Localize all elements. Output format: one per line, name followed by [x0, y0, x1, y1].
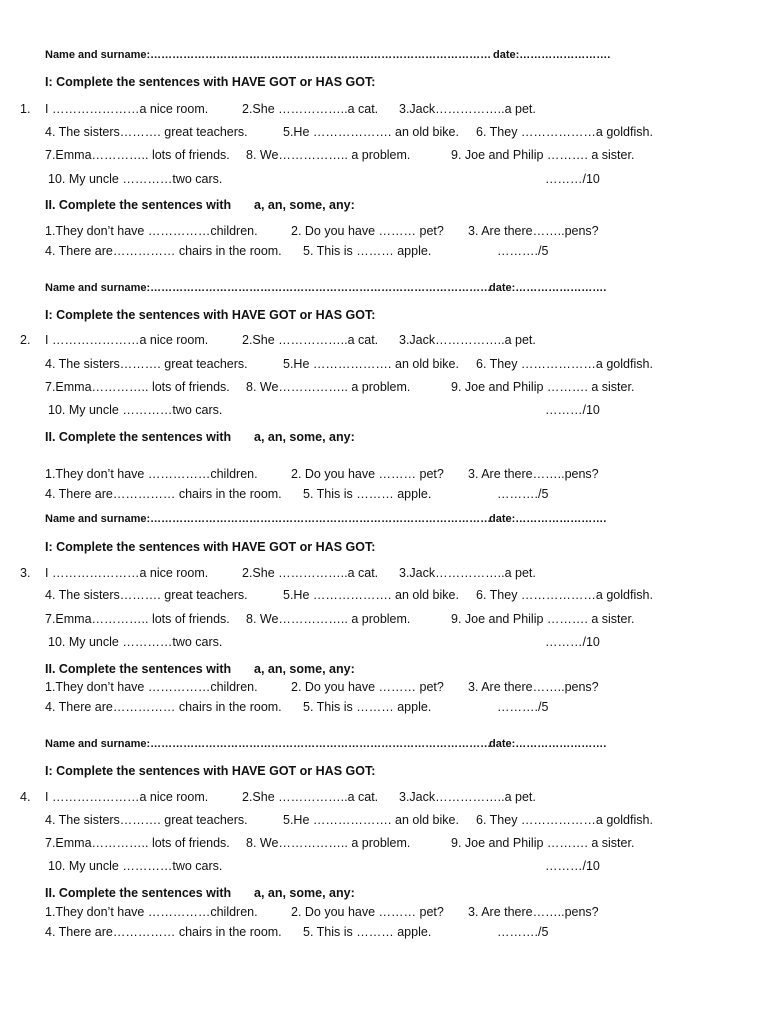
- exercise-item: 2.She ……………..a cat.: [242, 566, 379, 580]
- exercise-item: 6. They ………………a goldfish.: [476, 813, 653, 827]
- exercise-item: an old bike.: [395, 813, 459, 827]
- exercise-item: 4. The sisters………. great teachers.: [45, 125, 248, 139]
- exercise-item: 2.She ……………..a cat.: [242, 333, 379, 347]
- section-1-title: I: Complete the sentences with HAVE GOT or HAS GOT:: [45, 308, 376, 322]
- score-field: ………/10: [545, 859, 600, 873]
- exercise-item: 2.She ……………..a cat.: [242, 790, 379, 804]
- exercise-item: 7.Emma………….. lots of friends.: [45, 836, 230, 850]
- exercise-item: 5.He ……………….: [283, 588, 392, 602]
- exercise-item: 5.He ……………….: [283, 813, 392, 827]
- section-2-title: II. Complete the sentences with: [45, 430, 232, 444]
- exercise-item: 4. The sisters………. great teachers.: [45, 588, 248, 602]
- exercise-item: 5.He ……………….: [283, 125, 392, 139]
- section-2-title: II. Complete the sentences with: [45, 198, 232, 212]
- exercise-item: 9. Joe and Philip ………. a sister.: [451, 148, 635, 162]
- worksheet-number: 2.: [20, 333, 31, 347]
- exercise-item: 2. Do you have ……… pet?: [291, 224, 444, 238]
- exercise-item: 1.They don’t have ……………children.: [45, 224, 258, 238]
- worksheet-number: 1.: [20, 102, 31, 116]
- exercise-item: I …………………a nice room.: [45, 566, 209, 580]
- exercise-item: 3.Jack……………..a pet.: [399, 333, 536, 347]
- exercise-item: 7.Emma………….. lots of friends.: [45, 380, 230, 394]
- exercise-item: 4. There are…………… chairs in the room.: [45, 487, 282, 501]
- exercise-item: 8. We…………….. a problem.: [246, 612, 411, 626]
- section-1-title: I: Complete the sentences with HAVE GOT or HAS GOT:: [45, 540, 376, 554]
- date-line: date:…………………….: [493, 49, 611, 61]
- worksheet-number: 3.: [20, 566, 31, 580]
- exercise-item: 8. We…………….. a problem.: [246, 380, 411, 394]
- exercise-item: I …………………a nice room.: [45, 102, 209, 116]
- score-field: ………./5: [497, 244, 549, 258]
- exercise-item: 5. This is ……… apple.: [303, 244, 432, 258]
- exercise-item: 4. The sisters………. great teachers.: [45, 813, 248, 827]
- exercise-item: 3.Jack……………..a pet.: [399, 790, 536, 804]
- exercise-item: 10. My uncle …………two cars.: [48, 172, 223, 186]
- score-field: ………/10: [545, 635, 600, 649]
- exercise-item: 3.Jack……………..a pet.: [399, 566, 536, 580]
- exercise-item: 2.She ……………..a cat.: [242, 102, 379, 116]
- exercise-item: an old bike.: [395, 357, 459, 371]
- exercise-item: 5. This is ……… apple.: [303, 487, 432, 501]
- section-1-title: I: Complete the sentences with HAVE GOT or HAS GOT:: [45, 75, 376, 89]
- exercise-item: 9. Joe and Philip ………. a sister.: [451, 380, 635, 394]
- section-2-title-words: a, an, some, any:: [254, 198, 355, 212]
- name-surname-line: Name and surname:…………………………………………………………………………………: [45, 738, 492, 750]
- exercise-item: 4. There are…………… chairs in the room.: [45, 700, 282, 714]
- exercise-item: 7.Emma………….. lots of friends.: [45, 612, 230, 626]
- score-field: ………./5: [497, 700, 549, 714]
- name-surname-line: Name and surname:…………………………………………………………………………………: [45, 49, 492, 61]
- exercise-item: 5.He ……………….: [283, 357, 392, 371]
- exercise-item: 3. Are there……..pens?: [468, 680, 599, 694]
- exercise-item: 10. My uncle …………two cars.: [48, 635, 223, 649]
- exercise-item: 6. They ………………a goldfish.: [476, 357, 653, 371]
- date-line: date:…………………….: [489, 738, 607, 750]
- exercise-item: 5. This is ……… apple.: [303, 700, 432, 714]
- worksheet-number: 4.: [20, 790, 31, 804]
- exercise-item: 4. There are…………… chairs in the room.: [45, 925, 282, 939]
- section-1-title: I: Complete the sentences with HAVE GOT or HAS GOT:: [45, 764, 376, 778]
- exercise-item: I …………………a nice room.: [45, 333, 209, 347]
- exercise-item: 4. There are…………… chairs in the room.: [45, 244, 282, 258]
- exercise-item: 3. Are there……..pens?: [468, 905, 599, 919]
- section-2-title-words: a, an, some, any:: [254, 430, 355, 444]
- exercise-item: 6. They ………………a goldfish.: [476, 125, 653, 139]
- score-field: ………./5: [497, 925, 549, 939]
- exercise-item: 8. We…………….. a problem.: [246, 836, 411, 850]
- exercise-item: 9. Joe and Philip ………. a sister.: [451, 836, 635, 850]
- exercise-item: 10. My uncle …………two cars.: [48, 859, 223, 873]
- section-2-title-words: a, an, some, any:: [254, 886, 355, 900]
- exercise-item: 2. Do you have ……… pet?: [291, 905, 444, 919]
- date-line: date:…………………….: [489, 282, 607, 294]
- section-2-title: II. Complete the sentences with: [45, 662, 232, 676]
- exercise-item: 8. We…………….. a problem.: [246, 148, 411, 162]
- exercise-item: I …………………a nice room.: [45, 790, 209, 804]
- date-line: date:…………………….: [489, 513, 607, 525]
- exercise-item: 4. The sisters………. great teachers.: [45, 357, 248, 371]
- exercise-item: 3.Jack……………..a pet.: [399, 102, 536, 116]
- name-surname-line: Name and surname:…………………………………………………………………………………: [45, 513, 492, 525]
- section-2-title-words: a, an, some, any:: [254, 662, 355, 676]
- exercise-item: an old bike.: [395, 588, 459, 602]
- exercise-item: 5. This is ……… apple.: [303, 925, 432, 939]
- name-surname-line: Name and surname:…………………………………………………………………………………: [45, 282, 492, 294]
- score-field: ………/10: [545, 403, 600, 417]
- section-2-title: II. Complete the sentences with: [45, 886, 232, 900]
- score-field: ………./5: [497, 487, 549, 501]
- exercise-item: 1.They don’t have ……………children.: [45, 905, 258, 919]
- exercise-item: 9. Joe and Philip ………. a sister.: [451, 612, 635, 626]
- exercise-item: 1.They don’t have ……………children.: [45, 467, 258, 481]
- exercise-item: 3. Are there……..pens?: [468, 467, 599, 481]
- exercise-item: 2. Do you have ……… pet?: [291, 680, 444, 694]
- exercise-item: 7.Emma………….. lots of friends.: [45, 148, 230, 162]
- exercise-item: 1.They don’t have ……………children.: [45, 680, 258, 694]
- exercise-item: an old bike.: [395, 125, 459, 139]
- score-field: ………/10: [545, 172, 600, 186]
- exercise-item: 10. My uncle …………two cars.: [48, 403, 223, 417]
- exercise-item: 3. Are there……..pens?: [468, 224, 599, 238]
- exercise-item: 2. Do you have ……… pet?: [291, 467, 444, 481]
- exercise-item: 6. They ………………a goldfish.: [476, 588, 653, 602]
